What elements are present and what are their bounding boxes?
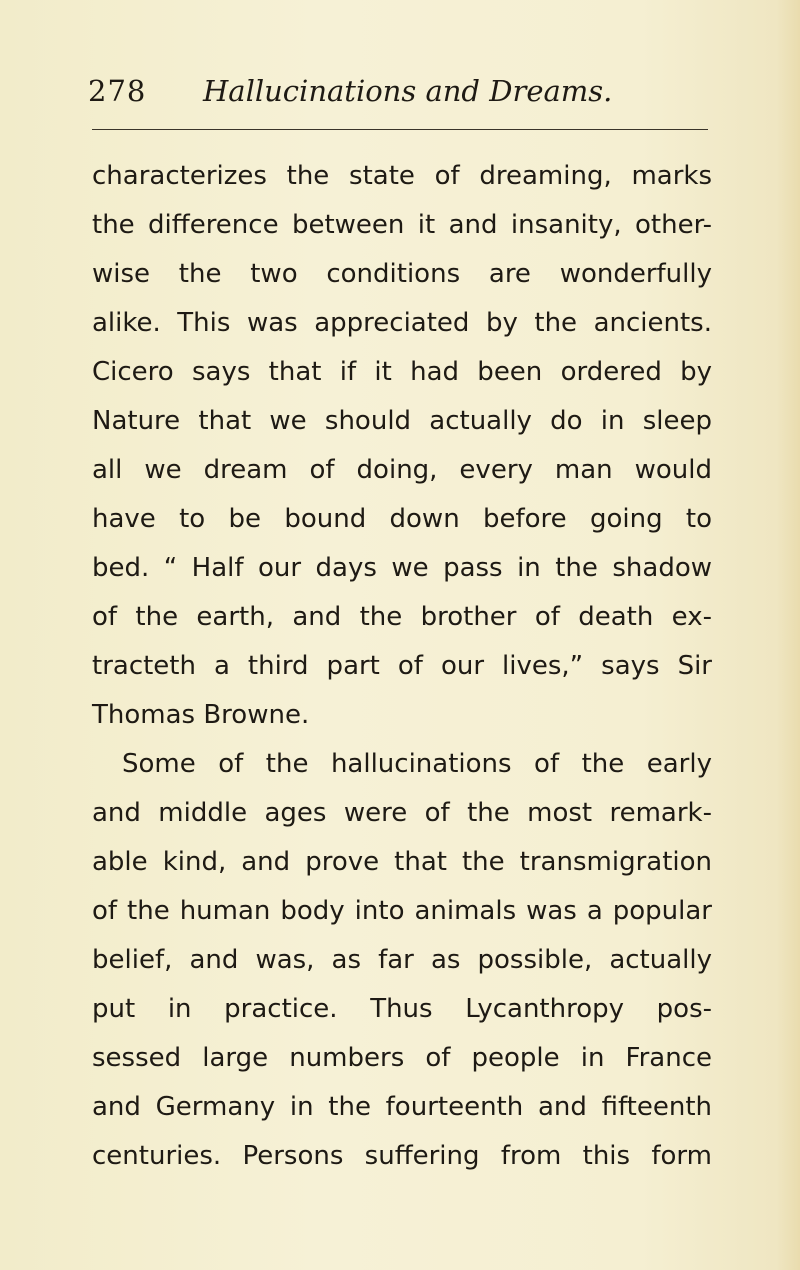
text-line: put in practice. Thus Lycanthropy pos-	[92, 994, 712, 1024]
text-line: and Germany in the fourteenth and fifteenth	[92, 1092, 712, 1122]
text-line: of the human body into animals was a popular	[92, 896, 712, 926]
text-line: able kind, and prove that the transmigration	[92, 847, 712, 877]
text-line: have to be bound down before going to	[92, 504, 712, 534]
page-number: 278	[88, 74, 147, 108]
text-line: and middle ages were of the most remark-	[92, 798, 712, 828]
text-line: centuries. Persons suffering from this form	[92, 1141, 712, 1171]
text-line: bed. “ Half our days we pass in the shadow	[92, 553, 712, 583]
page-header	[88, 68, 708, 118]
text-line: characterizes the state of dreaming, marks	[92, 161, 712, 191]
header-rule	[92, 129, 708, 130]
text-line: Some of the hallucinations of the early	[122, 749, 712, 779]
text-line: alike. This was appreciated by the ancients.	[92, 308, 712, 338]
text-line: the difference between it and insanity, other-	[92, 210, 712, 240]
text-line: Cicero says that if it had been ordered by	[92, 357, 712, 387]
text-line: sessed large numbers of people in France	[92, 1043, 712, 1073]
text-line: Nature that we should actually do in sleep	[92, 406, 712, 436]
text-line: belief, and was, as far as possible, actually	[92, 945, 712, 975]
text-line: wise the two conditions are wonderfully	[92, 259, 712, 289]
body-text	[92, 152, 712, 1181]
running-title: Hallucinations and Dreams.	[203, 74, 613, 108]
text-line: all we dream of doing, every man would	[92, 455, 712, 485]
text-line: tracteth a third part of our lives,” says Sir	[92, 651, 712, 681]
text-line: Thomas Browne.	[92, 700, 310, 730]
text-line: of the earth, and the brother of death ex-	[92, 602, 712, 632]
